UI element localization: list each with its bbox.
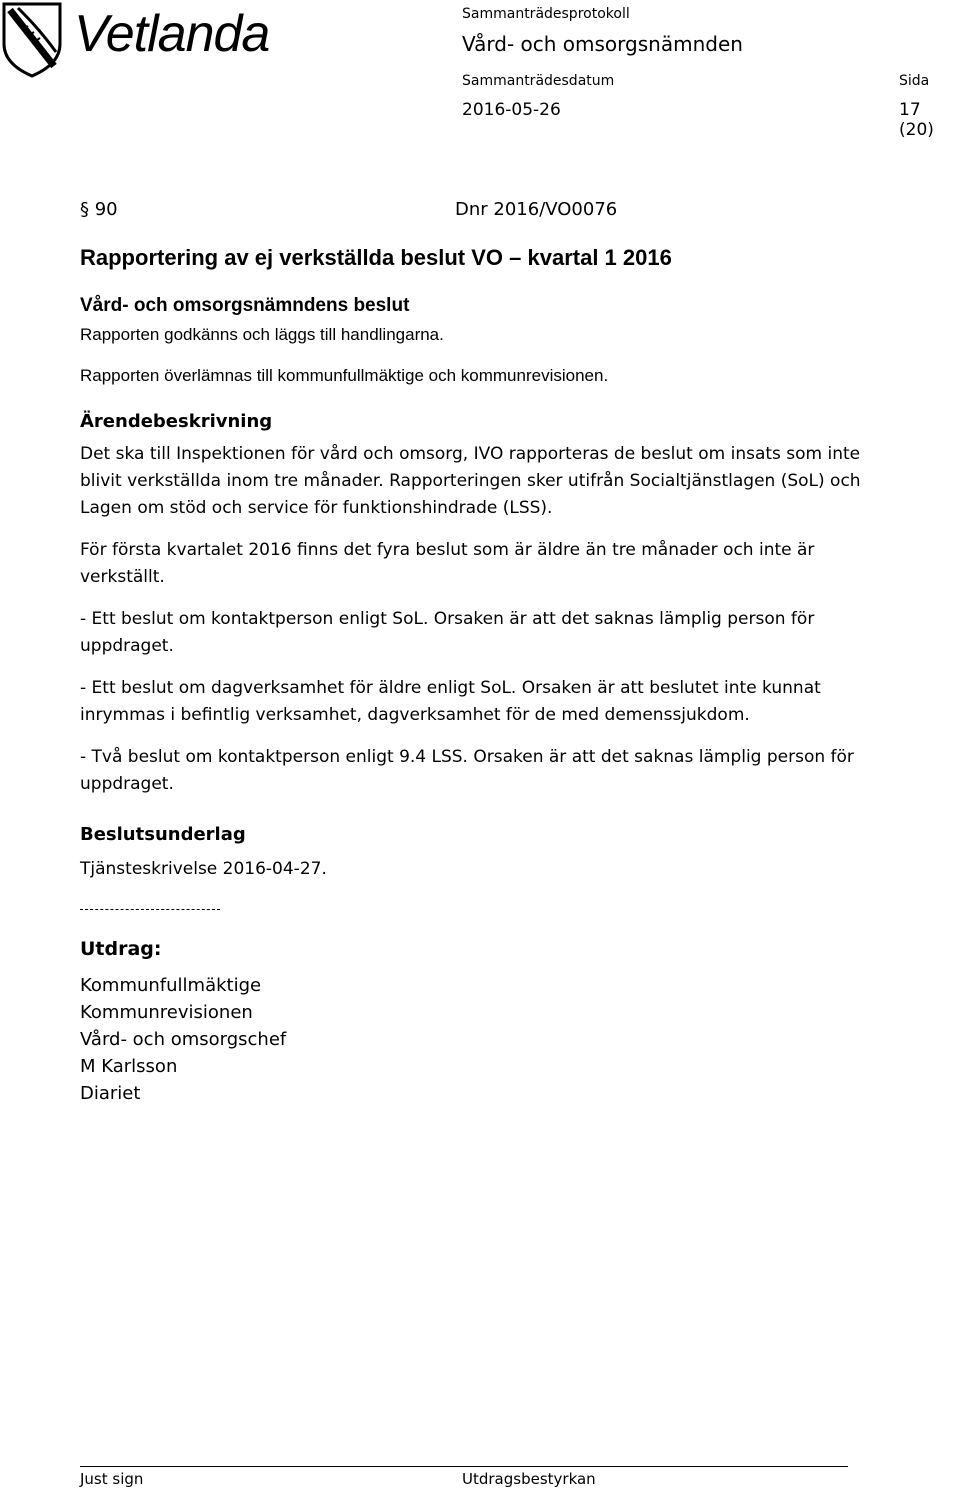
footer-certify-label: Utdragsbestyrkan xyxy=(462,1470,596,1488)
extract-recipient-list xyxy=(80,972,870,1107)
paragraph-number: § 90 xyxy=(80,199,118,220)
vetlanda-logo xyxy=(0,0,300,80)
committee-name: Vård- och omsorgsnämnden xyxy=(462,32,743,56)
decision-heading: Vård- och omsorgsnämndens beslut xyxy=(80,295,410,316)
extract-heading: Utdrag: xyxy=(80,938,162,960)
description-paragraph-2: För första kvartalet 2016 finns det fyra beslut som är äldre än tre månader och inte är verkställt. xyxy=(80,540,815,587)
coat-of-arms-icon xyxy=(0,0,70,80)
page-number: 17 (20) xyxy=(899,100,934,140)
document-body xyxy=(80,196,870,1107)
section-meta-row xyxy=(80,196,870,223)
extract-recipient: Kommunrevisionen xyxy=(80,1002,253,1023)
protocol-label: Sammanträdesprotokoll xyxy=(462,6,630,22)
date-label: Sammanträdesdatum xyxy=(462,73,615,89)
decision-line-1: Rapporten godkänns och läggs till handlingarna. xyxy=(80,325,444,344)
dnr-number: Dnr 2016/VO0076 xyxy=(455,199,618,220)
logo-wordmark: Vetlanda xyxy=(74,5,270,63)
footer-rule xyxy=(80,1466,848,1467)
footer-sign-label: Just sign xyxy=(80,1470,144,1488)
basis-text: Tjänsteskrivelse 2016-04-27. xyxy=(80,859,327,879)
description-paragraph-1: Det ska till Inspektionen för vård och omsorg, IVO rapporteras de beslut om insats som inte blivit verkställda inom tre månader. Rapporteringen sker utifrån Socialtjänstlagen (SoL) och Lagen om stöd och service för funktionshindrade (LSS). xyxy=(80,444,861,518)
meeting-date: 2016-05-26 xyxy=(462,100,561,120)
description-heading: Ärendebeskrivning xyxy=(80,411,273,432)
description-paragraph-3: - Ett beslut om kontaktperson enligt SoL. Orsaken är att det saknas lämplig person för uppdraget. xyxy=(80,609,815,656)
extract-recipient: Kommunfullmäktige xyxy=(80,975,262,996)
description-paragraph-4: - Ett beslut om dagverksamhet för äldre enligt SoL. Orsaken är att beslutet inte kunnat inrymmas i befintlig verksamhet, dagverksamhet för de med demenssjukdom. xyxy=(80,678,821,725)
separator-line xyxy=(80,909,220,910)
basis-heading: Beslutsunderlag xyxy=(80,824,246,845)
page-title: Rapportering av ej verkställda beslut VO – kvartal 1 2016 xyxy=(80,245,672,270)
description-paragraph-5: - Två beslut om kontaktperson enligt 9.4 LSS. Orsaken är att det saknas lämplig person för uppdraget. xyxy=(80,747,854,794)
extract-recipient: M Karlsson xyxy=(80,1056,178,1077)
extract-recipient: Vård- och omsorgschef xyxy=(80,1029,287,1050)
decision-line-2: Rapporten överlämnas till kommunfullmäktige och kommunrevisionen. xyxy=(80,366,609,385)
extract-recipient: Diariet xyxy=(80,1083,141,1104)
page-label: Sida xyxy=(899,73,930,89)
